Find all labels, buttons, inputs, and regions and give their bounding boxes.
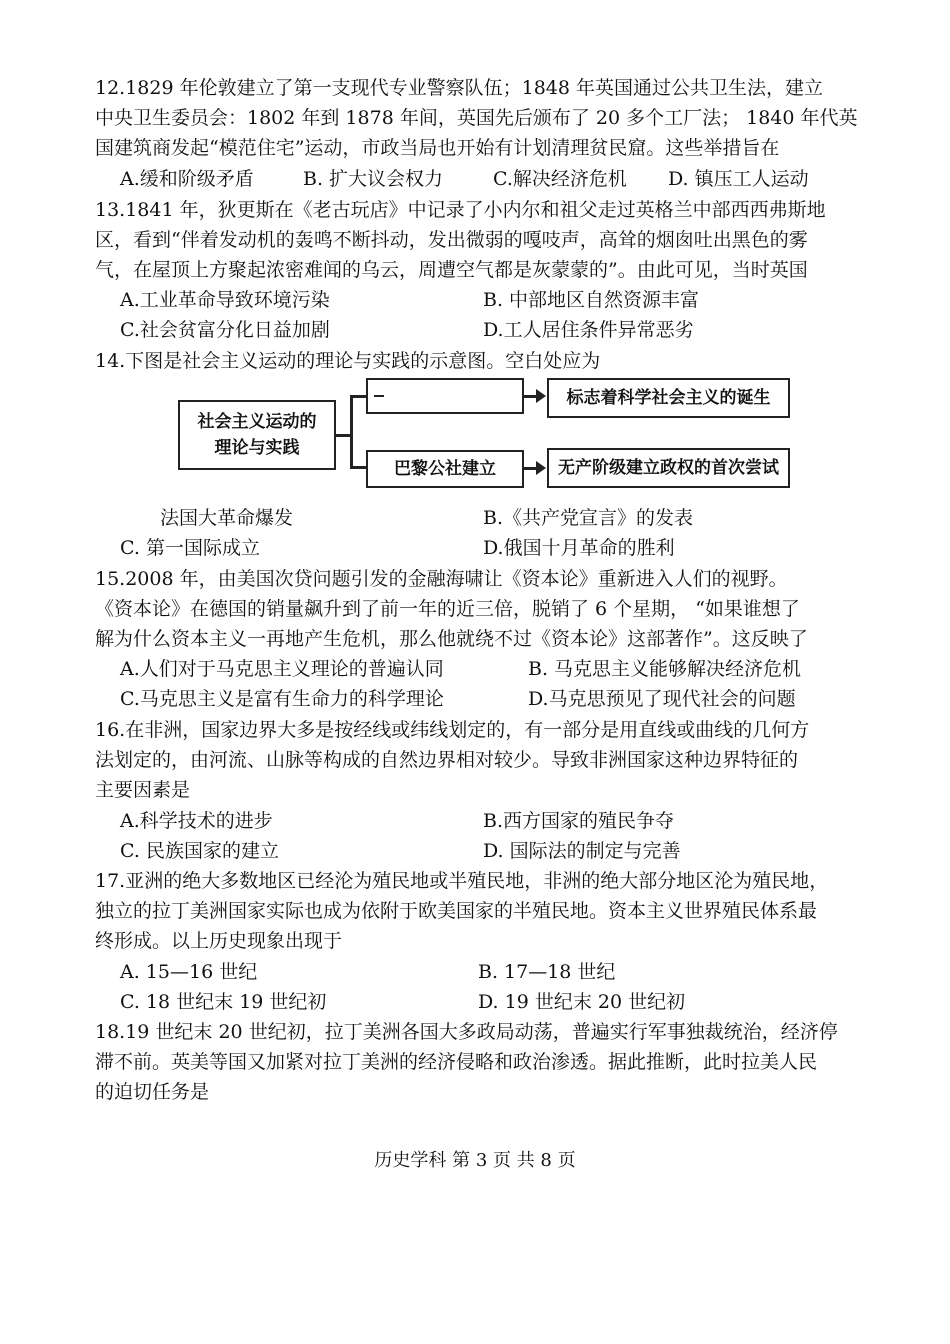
q12-line-2: 中央卫生委员会：1802 年到 1878 年间，英国先后颁布了 20 多个工厂法； 1840 年代英 — [95, 107, 858, 129]
diagram-root-box — [178, 400, 336, 470]
diagram-arrow-bottom-icon — [536, 461, 546, 475]
q17-option-b: B. 17—18 世纪 — [478, 961, 616, 983]
blank-mark — [374, 395, 384, 397]
q12-option-c: C.解决经济危机 — [493, 168, 627, 190]
q14-option-b: B.《共产党宣言》的发表 — [483, 507, 694, 529]
diagram-root-line-2: 理论与实践 — [214, 438, 300, 458]
q13-option-b: B. 中部地区自然资源丰富 — [483, 289, 700, 311]
q16-option-c: C. 民族国家的建立 — [120, 840, 279, 862]
q13-line-2: 区，看到“伴着发动机的轰鸣不断抖动，发出微弱的嘎吱声，高耸的烟囱吐出黑色的雾 — [95, 229, 808, 251]
diagram-top-right-text: 标志着科学社会主义的诞生 — [566, 388, 771, 408]
diagram-connector-vertical — [350, 395, 353, 468]
q15-option-b: B. 马克思主义能够解决经济危机 — [528, 658, 802, 680]
diagram-bottom-right-text: 无产阶级建立政权的首次尝试 — [558, 458, 779, 478]
diagram-arrow-top-icon — [536, 389, 546, 403]
q17-line-2: 独立的拉丁美洲国家实际也成为依附于欧美国家的半殖民地。资本主义世界殖民体系最 — [95, 900, 818, 922]
q13-option-c: C.社会贫富分化日益加剧 — [120, 319, 330, 341]
q16-option-b: B.西方国家的殖民争夺 — [483, 810, 675, 832]
q13-option-d: D.工人居住条件异常恶劣 — [483, 319, 694, 341]
q18-line-1: 18.19 世纪末 20 世纪初，拉丁美洲各国大多政局动荡，普遍实行军事独裁统治，经济停 — [95, 1021, 838, 1043]
q17-line-3: 终形成。以上历史现象出现于 — [95, 930, 343, 952]
diagram-root-line-1: 社会主义运动的 — [197, 412, 317, 432]
q17-option-c: C. 18 世纪末 19 世纪初 — [120, 991, 327, 1013]
diagram-bottom-left-text: 巴黎公社建立 — [394, 459, 496, 479]
diagram-bottom-right-box — [547, 448, 790, 488]
q15-line-3: 解为什么资本主义一再地产生危机，那么他就绕不过《资本论》这部著作”。这反映了 — [95, 628, 808, 650]
q15-option-d: D.马克思预见了现代社会的问题 — [528, 688, 796, 710]
q14-option-c: C. 第一国际成立 — [120, 537, 260, 559]
q17-line-1: 17.亚洲的绝大多数地区已经沦为殖民地或半殖民地，非洲的绝大部分地区沦为殖民地， — [95, 870, 829, 892]
diagram-bottom-left-box — [366, 450, 524, 488]
q16-line-1: 16.在非洲，国家边界大多是按经线或纬线划定的，有一部分是用直线或曲线的几何方 — [95, 719, 810, 741]
q12-option-b: B. 扩大议会权力 — [303, 168, 444, 190]
q14-option-d: D.俄国十月革命的胜利 — [483, 537, 675, 559]
q18-line-3: 的迫切任务是 — [95, 1081, 210, 1103]
q14-line-1: 14.下图是社会主义运动的理论与实践的示意图。空白处应为 — [95, 350, 601, 372]
q16-line-3: 主要因素是 — [95, 779, 191, 801]
q12-line-3: 国建筑商发起“模范住宅”运动，市政当局也开始有计划清理贫民窟。这些举措旨在 — [95, 137, 780, 159]
q12-option-a: A.缓和阶级矛盾 — [120, 168, 254, 190]
q17-option-a: A. 15—16 世纪 — [120, 961, 258, 983]
q12-line-1: 12.1829 年伦敦建立了第一支现代专业警察队伍；1848 年英国通过公共卫生法，建立 — [95, 77, 824, 99]
q16-option-d: D. 国际法的制定与完善 — [483, 840, 681, 862]
q15-option-a: A.人们对于马克思主义理论的普遍认同 — [120, 658, 444, 680]
q17-option-d: D. 19 世纪末 20 世纪初 — [478, 991, 686, 1013]
q13-option-a: A.工业革命导致环境污染 — [120, 289, 330, 311]
diagram-blank-box — [366, 378, 524, 414]
diagram-top-right-box — [547, 378, 790, 418]
q18-line-2: 滞不前。英美等国又加紧对拉丁美洲的经济侵略和政治渗透。据此推断，此时拉美人民 — [95, 1051, 818, 1073]
page-footer: 历史学科 第 3 页 共 8 页 — [374, 1150, 576, 1171]
q15-line-1: 15.2008 年，由美国次贷问题引发的金融海啸让《资本论》重新进入人们的视野。 — [95, 568, 788, 590]
q13-line-1: 13.1841 年，狄更斯在《老古玩店》中记录了小内尔和祖父走过英格兰中部西西弗斯地 — [95, 199, 826, 221]
q16-line-2: 法划定的，由河流、山脉等构成的自然边界相对较少。导致非洲国家这种边界特征的 — [95, 749, 799, 771]
q15-line-2: 《资本论》在德国的销量飙升到了前一年的近三倍，脱销了 6 个星期， “如果谁想了 — [95, 598, 800, 620]
q14-option-a: 法国大革命爆发 — [160, 507, 294, 529]
q16-option-a: A.科学技术的进步 — [120, 810, 273, 832]
q12-option-d: D. 镇压工人运动 — [668, 168, 809, 190]
q15-option-c: C.马克思主义是富有生命力的科学理论 — [120, 688, 444, 710]
q13-line-3: 气，在屋顶上方聚起浓密难闻的乌云，周遭空气都是灰蒙蒙的”。由此可见，当时英国 — [95, 259, 808, 281]
